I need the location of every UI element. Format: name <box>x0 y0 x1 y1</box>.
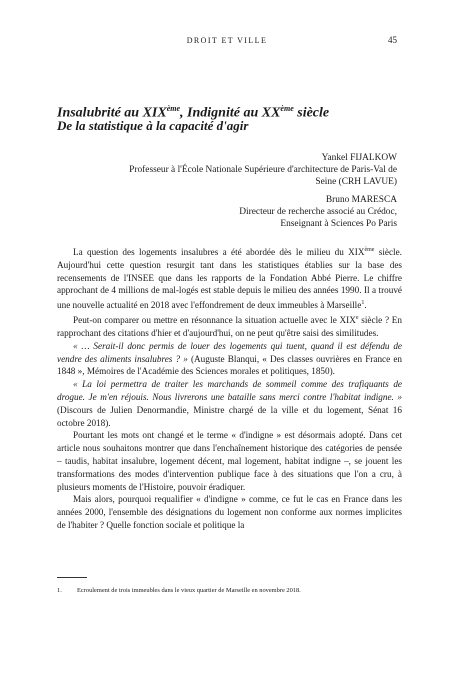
author-affiliation: Seine (CRH LAVUE) <box>315 177 397 188</box>
author-name: Bruno MARESCA <box>325 195 397 205</box>
article-body <box>57 244 402 532</box>
footnote <box>57 586 402 595</box>
footnote-number: 1. <box>57 587 62 594</box>
footnote-divider <box>57 577 87 578</box>
author-block-2 <box>77 194 397 231</box>
footnote-text: Ecroulement de trois immeubles dans le vieux quartier de Marseille en novembre 2018. <box>77 587 301 594</box>
article-title: Insalubrité au XIXème, Indignité au XXème siècle <box>57 104 330 121</box>
author-affiliation: Directeur de recherche associé au Crédoc, <box>239 207 397 218</box>
running-title: DROIT ET VILLE <box>186 36 268 45</box>
page-number: 45 <box>388 35 397 45</box>
paragraph: La question des logements insalubres a été abordée dès le milieu du XIXème siècle. Aujourd'hui cette question resurgit tant dans les statistiques établies sur la base des recensements de l'INSEE que dans les rapports de la Fondation Abbé Pierre. Le chiffre approchant de 4 millions de mal-logés est stable depuis le milieu des années 1990. Il a trouvé une nouvelle actualité en 2018 avec l'effondrement de deux immeubles à Marseille$^1$. <box>57 247 402 311</box>
quotation: « La loi permettra de traiter les marchands de sommeil comme des trafiquants de drogue. Je m'en réjouis. Nous livrerons une bataille sans merci contre l'habitat indigne. » <box>57 379 402 402</box>
quote-paragraph: « … Serait-il donc permis de louer des logements qui tuent, quand il est défendu de vendre des aliments insalubres ? » (Auguste Blanqui, « Des classes ouvrières en France en 1848 », Mémoires de l'Académie des Sciences morales et politiques, 1850). <box>57 340 402 377</box>
footnote-reference[interactable]: 1 <box>361 300 365 307</box>
author-affiliation: Professeur à l'École Nationale Supérieure d'architecture de Paris-Val de <box>129 165 397 176</box>
quote-paragraph: « La loi permettra de traiter les marchands de sommeil comme des trafiquants de drogue. Je m'en réjouis. Nous livrerons une bataille sans merci contre l'habitat indigne. » (Discours de Julien Denormandie, Ministre chargé de la ville et du logement, Sénat 16 octobre 2018). <box>57 379 402 428</box>
article-subtitle: De la statistique à la capacité d'agir <box>57 118 249 133</box>
author-name: Yankel FIJALKOW <box>321 153 397 163</box>
quotation: « … Serait-il donc permis de louer des logements qui tuent, quand il est défendu de vendre des aliments insalubres ? » <box>57 340 402 364</box>
paragraph: Mais alors, pourquoi requalifier « d'indigne » comme, ce fut le cas en France dans les années 2000, l'ensemble des désignations du logement non conforme aux normes implicites de l'habiter ? Quelle fonction sociale et politique la <box>57 494 402 530</box>
paragraph: Pourtant les mots ont changé et le terme « d'indigne » est désormais adopté. Dans cet article nous souhaitons montrer que dans l'enchaînement historique des catégories de pensée – taudis, habitat insalubre, logement décent, mal logement, habitat indigne –, se jouent les transformations des modes d'intervention publique face à des situations que l'on a cru, à plusieurs moments de l'Histoire, pouvoir éradiquer. <box>57 430 402 492</box>
author-block-1 <box>77 152 397 189</box>
author-affiliation: Enseignant à Sciences Po Paris <box>280 219 397 230</box>
paragraph: Peut-on comparer ou mettre en résonnance la situation actuelle avec le XIXe siècle ? En rapprochant des citations d'hier et d'aujourd'hui, on ne peut qu'être saisi des similitudes. <box>57 315 402 338</box>
